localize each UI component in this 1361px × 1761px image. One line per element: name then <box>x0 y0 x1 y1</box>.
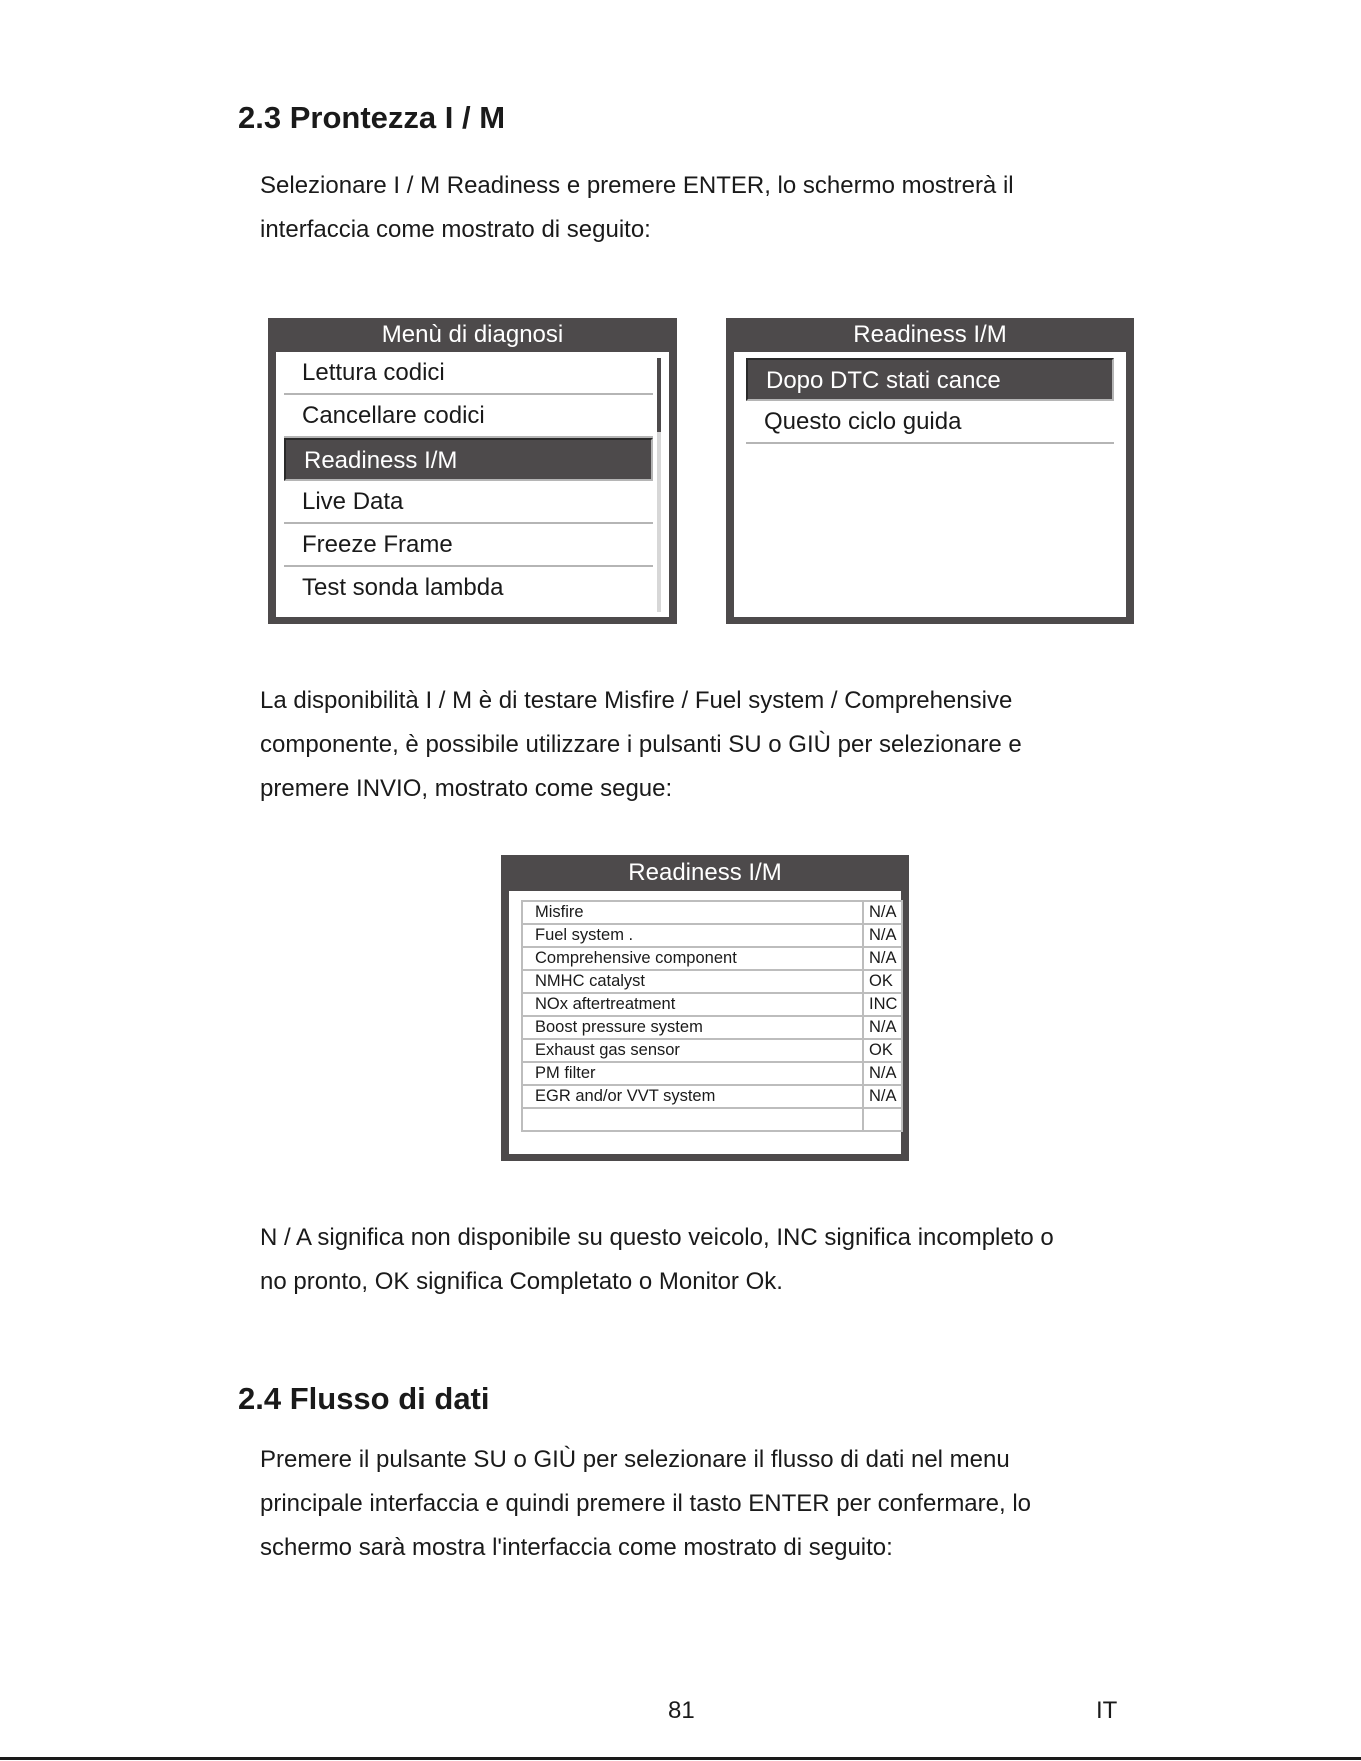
option-dopo-dtc[interactable]: Dopo DTC stati cance <box>746 358 1114 401</box>
monitor-status: N/A <box>863 901 902 924</box>
body-line: Premere il pulsante SU o GIÙ per selezionare il flusso di dati nel menu <box>260 1446 1010 1473</box>
monitor-status: INC <box>863 993 902 1016</box>
menu-item-cancellare-codici[interactable]: Cancellare codici <box>284 395 653 438</box>
table-row <box>522 970 902 993</box>
monitor-status: OK <box>863 970 902 993</box>
section-2-4-body <box>260 1438 1160 1570</box>
section-2-3-title: 2.3 Prontezza I / M <box>238 100 506 135</box>
menu-item-readiness-im[interactable]: Readiness I/M <box>284 438 653 481</box>
monitor-name: Exhaust gas sensor <box>522 1039 863 1062</box>
monitor-name: EGR and/or VVT system <box>522 1085 863 1108</box>
readiness-status-table <box>521 900 903 1132</box>
monitor-name: NMHC catalyst <box>522 970 863 993</box>
intro-line: interfaccia come mostrato di seguito: <box>260 216 651 243</box>
monitor-status: N/A <box>863 1062 902 1085</box>
menu-scroll-thumb[interactable] <box>657 358 661 432</box>
body-line: schermo sarà mostra l'interfaccia come mostrato di seguito: <box>260 1534 893 1561</box>
bottom-rule <box>0 1757 1361 1760</box>
legend-line: no pronto, OK significa Completato o Monitor Ok. <box>260 1268 783 1295</box>
screen-title: Readiness I/M <box>628 859 782 886</box>
readiness-option-list <box>734 352 1126 444</box>
table-row <box>522 901 902 924</box>
page-number: 81 <box>668 1697 695 1724</box>
body-line: componente, è possibile utilizzare i pulsanti SU o GIÙ per selezionare e <box>260 731 1022 758</box>
table-row <box>522 1062 902 1085</box>
menu-scrollbar[interactable] <box>657 358 661 612</box>
body-line: premere INVIO, mostrato come segue: <box>260 775 673 802</box>
intro-line: Selezionare I / M Readiness e premere ENTER, lo schermo mostrerà il <box>260 172 1014 199</box>
table-row <box>522 947 902 970</box>
monitor-name: PM filter <box>522 1062 863 1085</box>
screen-title: Menù di diagnosi <box>381 321 564 348</box>
monitor-name: Fuel system . <box>522 924 863 947</box>
table-row <box>522 924 902 947</box>
menu-item-test-sonda-lambda[interactable]: Test sonda lambda <box>302 574 504 601</box>
body-line: La disponibilità I / M è di testare Misfire / Fuel system / Comprehensive <box>260 687 1013 714</box>
status-legend <box>260 1216 1160 1304</box>
section-2-3-intro <box>260 164 1160 252</box>
monitor-name: Comprehensive component <box>522 947 863 970</box>
body-line: principale interfaccia e quindi premere il tasto ENTER per confermare, lo <box>260 1490 1032 1517</box>
table-row <box>522 1108 902 1131</box>
monitor-name <box>522 1108 863 1131</box>
screen-body <box>734 352 1126 617</box>
option-questo-ciclo-guida[interactable]: Questo ciclo guida <box>746 401 1114 444</box>
menu-item-freeze-frame[interactable]: Freeze Frame <box>284 524 653 567</box>
language-code: IT <box>1096 1697 1118 1724</box>
monitor-status: OK <box>863 1039 902 1062</box>
table-row <box>522 1016 902 1039</box>
monitor-name: NOx aftertreatment <box>522 993 863 1016</box>
monitor-status: N/A <box>863 1016 902 1039</box>
readiness-status-screen <box>501 855 909 1161</box>
monitor-name: Misfire <box>522 901 863 924</box>
diagnosis-menu-list <box>276 352 669 610</box>
monitor-name: Boost pressure system <box>522 1016 863 1039</box>
table-row <box>522 1085 902 1108</box>
section-2-4-title: 2.4 Flusso di dati <box>238 1381 490 1416</box>
monitor-status: N/A <box>863 947 902 970</box>
screen-title: Readiness I/M <box>853 321 1007 348</box>
table-row <box>522 1039 902 1062</box>
table-row <box>522 993 902 1016</box>
monitor-status <box>863 1108 902 1131</box>
diagnosis-menu-screen <box>268 318 677 624</box>
screen-body <box>509 891 901 1154</box>
menu-item-lettura-codici[interactable]: Lettura codici <box>284 352 653 395</box>
section-2-3-body <box>260 679 1160 811</box>
legend-line: N / A significa non disponibile su questo veicolo, INC significa incompleto o <box>260 1224 1054 1251</box>
monitor-status: N/A <box>863 924 902 947</box>
monitor-status: N/A <box>863 1085 902 1108</box>
readiness-select-screen <box>726 318 1134 624</box>
screen-body <box>276 352 669 617</box>
menu-item-live-data[interactable]: Live Data <box>284 481 653 524</box>
